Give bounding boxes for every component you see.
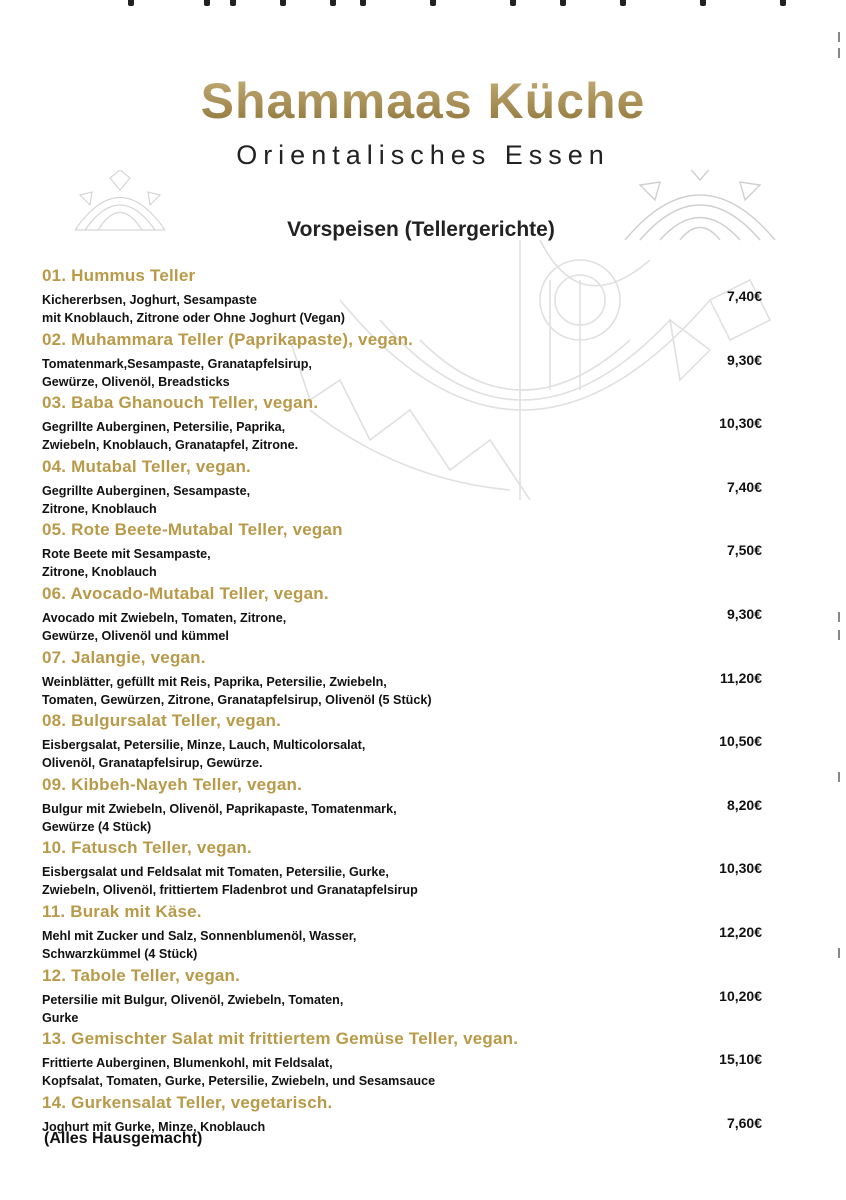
item-description-line: Gewürze, Olivenöl und kümmel: [42, 628, 229, 643]
item-description-line: Tomaten, Gewürzen, Zitrone, Granatapfelsirup, Olivenöl (5 Stück): [42, 692, 432, 707]
menu-item: [42, 393, 802, 457]
menu-item: [42, 584, 802, 648]
restaurant-subtitle: Orientalisches Essen: [236, 140, 610, 170]
menu-item: [42, 1029, 802, 1093]
item-name: 12. Tabole Teller, vegan.: [42, 965, 241, 985]
item-price: 7,40€: [726, 288, 762, 304]
item-name: 07. Jalangie, vegan.: [42, 647, 206, 667]
restaurant-name: Shammaas Küche: [0, 72, 846, 130]
item-description-line: Zitrone, Knoblauch: [42, 501, 157, 516]
item-description: [42, 482, 250, 518]
menu-list: [42, 266, 802, 1156]
item-description-line: Gewürze (4 Stück): [42, 819, 152, 834]
item-name: 01. Hummus Teller: [42, 266, 196, 285]
item-description-line: Zwiebeln, Knoblauch, Granatapfel, Zitrone.: [42, 438, 299, 453]
menu-item: [42, 711, 802, 775]
section-title-text: Vorspeisen (Tellergerichte): [287, 218, 555, 241]
item-price: 10,30€: [719, 415, 762, 432]
menu-item: [42, 902, 802, 966]
item-description: [42, 355, 312, 391]
item-price: 7,50€: [726, 542, 762, 559]
item-description-line: Gurke: [42, 1010, 79, 1025]
item-name: 09. Kibbeh-Nayeh Teller, vegan.: [42, 774, 303, 794]
item-description-line: Petersilie mit Bulgur, Olivenöl, Zwiebeln, Tomaten,: [42, 992, 344, 1007]
item-price: 8,20€: [726, 796, 762, 813]
item-description-line: Avocado mit Zwiebeln, Tomaten, Zitrone,: [42, 610, 287, 625]
item-description-line: Eisbergsalat und Feldsalat mit Tomaten, Petersilie, Gurke,: [42, 865, 389, 880]
item-description: [42, 863, 418, 899]
menu-item: [42, 838, 802, 902]
top-edge-marks: [0, 0, 846, 10]
item-description-line: Gegrillte Auberginen, Petersilie, Paprika,: [42, 420, 286, 435]
menu-item: [42, 520, 802, 584]
item-name: 10. Fatusch Teller, vegan.: [42, 838, 252, 858]
item-description-line: Zitrone, Knoblauch: [42, 565, 157, 580]
item-description-line: Bulgur mit Zwiebeln, Olivenöl, Paprikapaste, Tomatenmark,: [42, 801, 397, 816]
item-description-line: Frittierte Auberginen, Blumenkohl, mit Feldsalat,: [42, 1056, 333, 1071]
item-price: 15,10€: [719, 1051, 762, 1068]
item-name: 05. Rote Beete-Mutabal Teller, vegan: [42, 520, 343, 540]
item-price: 11,20€: [719, 669, 762, 686]
item-name: 03. Baba Ghanouch Teller, vegan.: [42, 393, 319, 413]
item-price: 10,30€: [719, 860, 762, 877]
item-price: 7,60€: [726, 1114, 762, 1131]
item-description-line: Gewürze, Olivenöl, Breadsticks: [42, 374, 230, 389]
item-price: 10,50€: [719, 733, 762, 750]
item-description-line: Zwiebeln, Olivenöl, frittiertem Fladenbrot und Granatapfelsirup: [42, 883, 418, 898]
item-description-line: Kichererbsen, Joghurt, Sesampaste: [42, 293, 257, 307]
item-description: [42, 800, 397, 836]
item-description-line: Rote Beete mit Sesampaste,: [42, 547, 211, 562]
item-description: [42, 609, 286, 645]
menu-item: [42, 966, 802, 1030]
footer-note: (Alles Hausgemacht): [44, 1130, 203, 1147]
item-price: 9,30€: [726, 605, 762, 622]
item-description: [42, 673, 432, 709]
menu-item: [42, 775, 802, 839]
item-description: [42, 991, 343, 1027]
item-price: 7,40€: [726, 478, 762, 495]
item-name: 04. Mutabal Teller, vegan.: [42, 456, 251, 476]
item-description: [42, 1054, 435, 1090]
item-description-line: mit Knoblauch, Zitrone oder Ohne Joghurt (Vegan): [42, 311, 345, 325]
item-price: 12,20€: [719, 923, 762, 940]
item-description-line: Joghurt mit Gurke, Minze, Knoblauch: [42, 1119, 266, 1134]
item-description-line: Weinblätter, gefüllt mit Reis, Paprika, Petersilie, Zwiebeln,: [42, 674, 387, 689]
item-description: [42, 736, 365, 772]
item-price: 9,30€: [726, 351, 762, 368]
item-description-line: Eisbergsalat, Petersilie, Minze, Lauch, Multicolorsalat,: [42, 738, 366, 753]
menu-item: [42, 266, 802, 330]
item-description-line: Schwarzkümmel (4 Stück): [42, 946, 198, 961]
item-name: 14. Gurkensalat Teller, vegetarisch.: [42, 1092, 333, 1112]
item-name: 08. Bulgursalat Teller, vegan.: [42, 711, 282, 731]
item-name: 13. Gemischter Salat mit frittiertem Gemüse Teller, vegan.: [42, 1029, 519, 1049]
item-description: [42, 927, 356, 963]
item-name: 02. Muhammara Teller (Paprikapaste), vegan.: [42, 329, 414, 349]
item-description-line: Gegrillte Auberginen, Sesampaste,: [42, 483, 251, 498]
item-name: 11. Burak mit Käse.: [42, 901, 202, 921]
item-description-line: Mehl mit Zucker und Salz, Sonnenblumenöl, Wasser,: [42, 928, 357, 943]
item-description-line: Kopfsalat, Tomaten, Gurke, Petersilie, Zwiebeln, und Sesamsauce: [42, 1074, 436, 1089]
item-description-line: Olivenöl, Granatapfelsirup, Gewürze.: [42, 756, 263, 771]
item-name: 06. Avocado-Mutabal Teller, vegan.: [42, 583, 329, 603]
menu-item: [42, 648, 802, 712]
menu-item: [42, 330, 802, 394]
item-description: [42, 291, 345, 327]
section-title: [0, 218, 846, 242]
item-description: [42, 418, 298, 454]
menu-item: [42, 457, 802, 521]
item-price: 10,20€: [719, 987, 762, 1004]
item-description: [42, 545, 211, 581]
item-description-line: Tomatenmark,Sesampaste, Granatapfelsirup,: [42, 356, 312, 371]
